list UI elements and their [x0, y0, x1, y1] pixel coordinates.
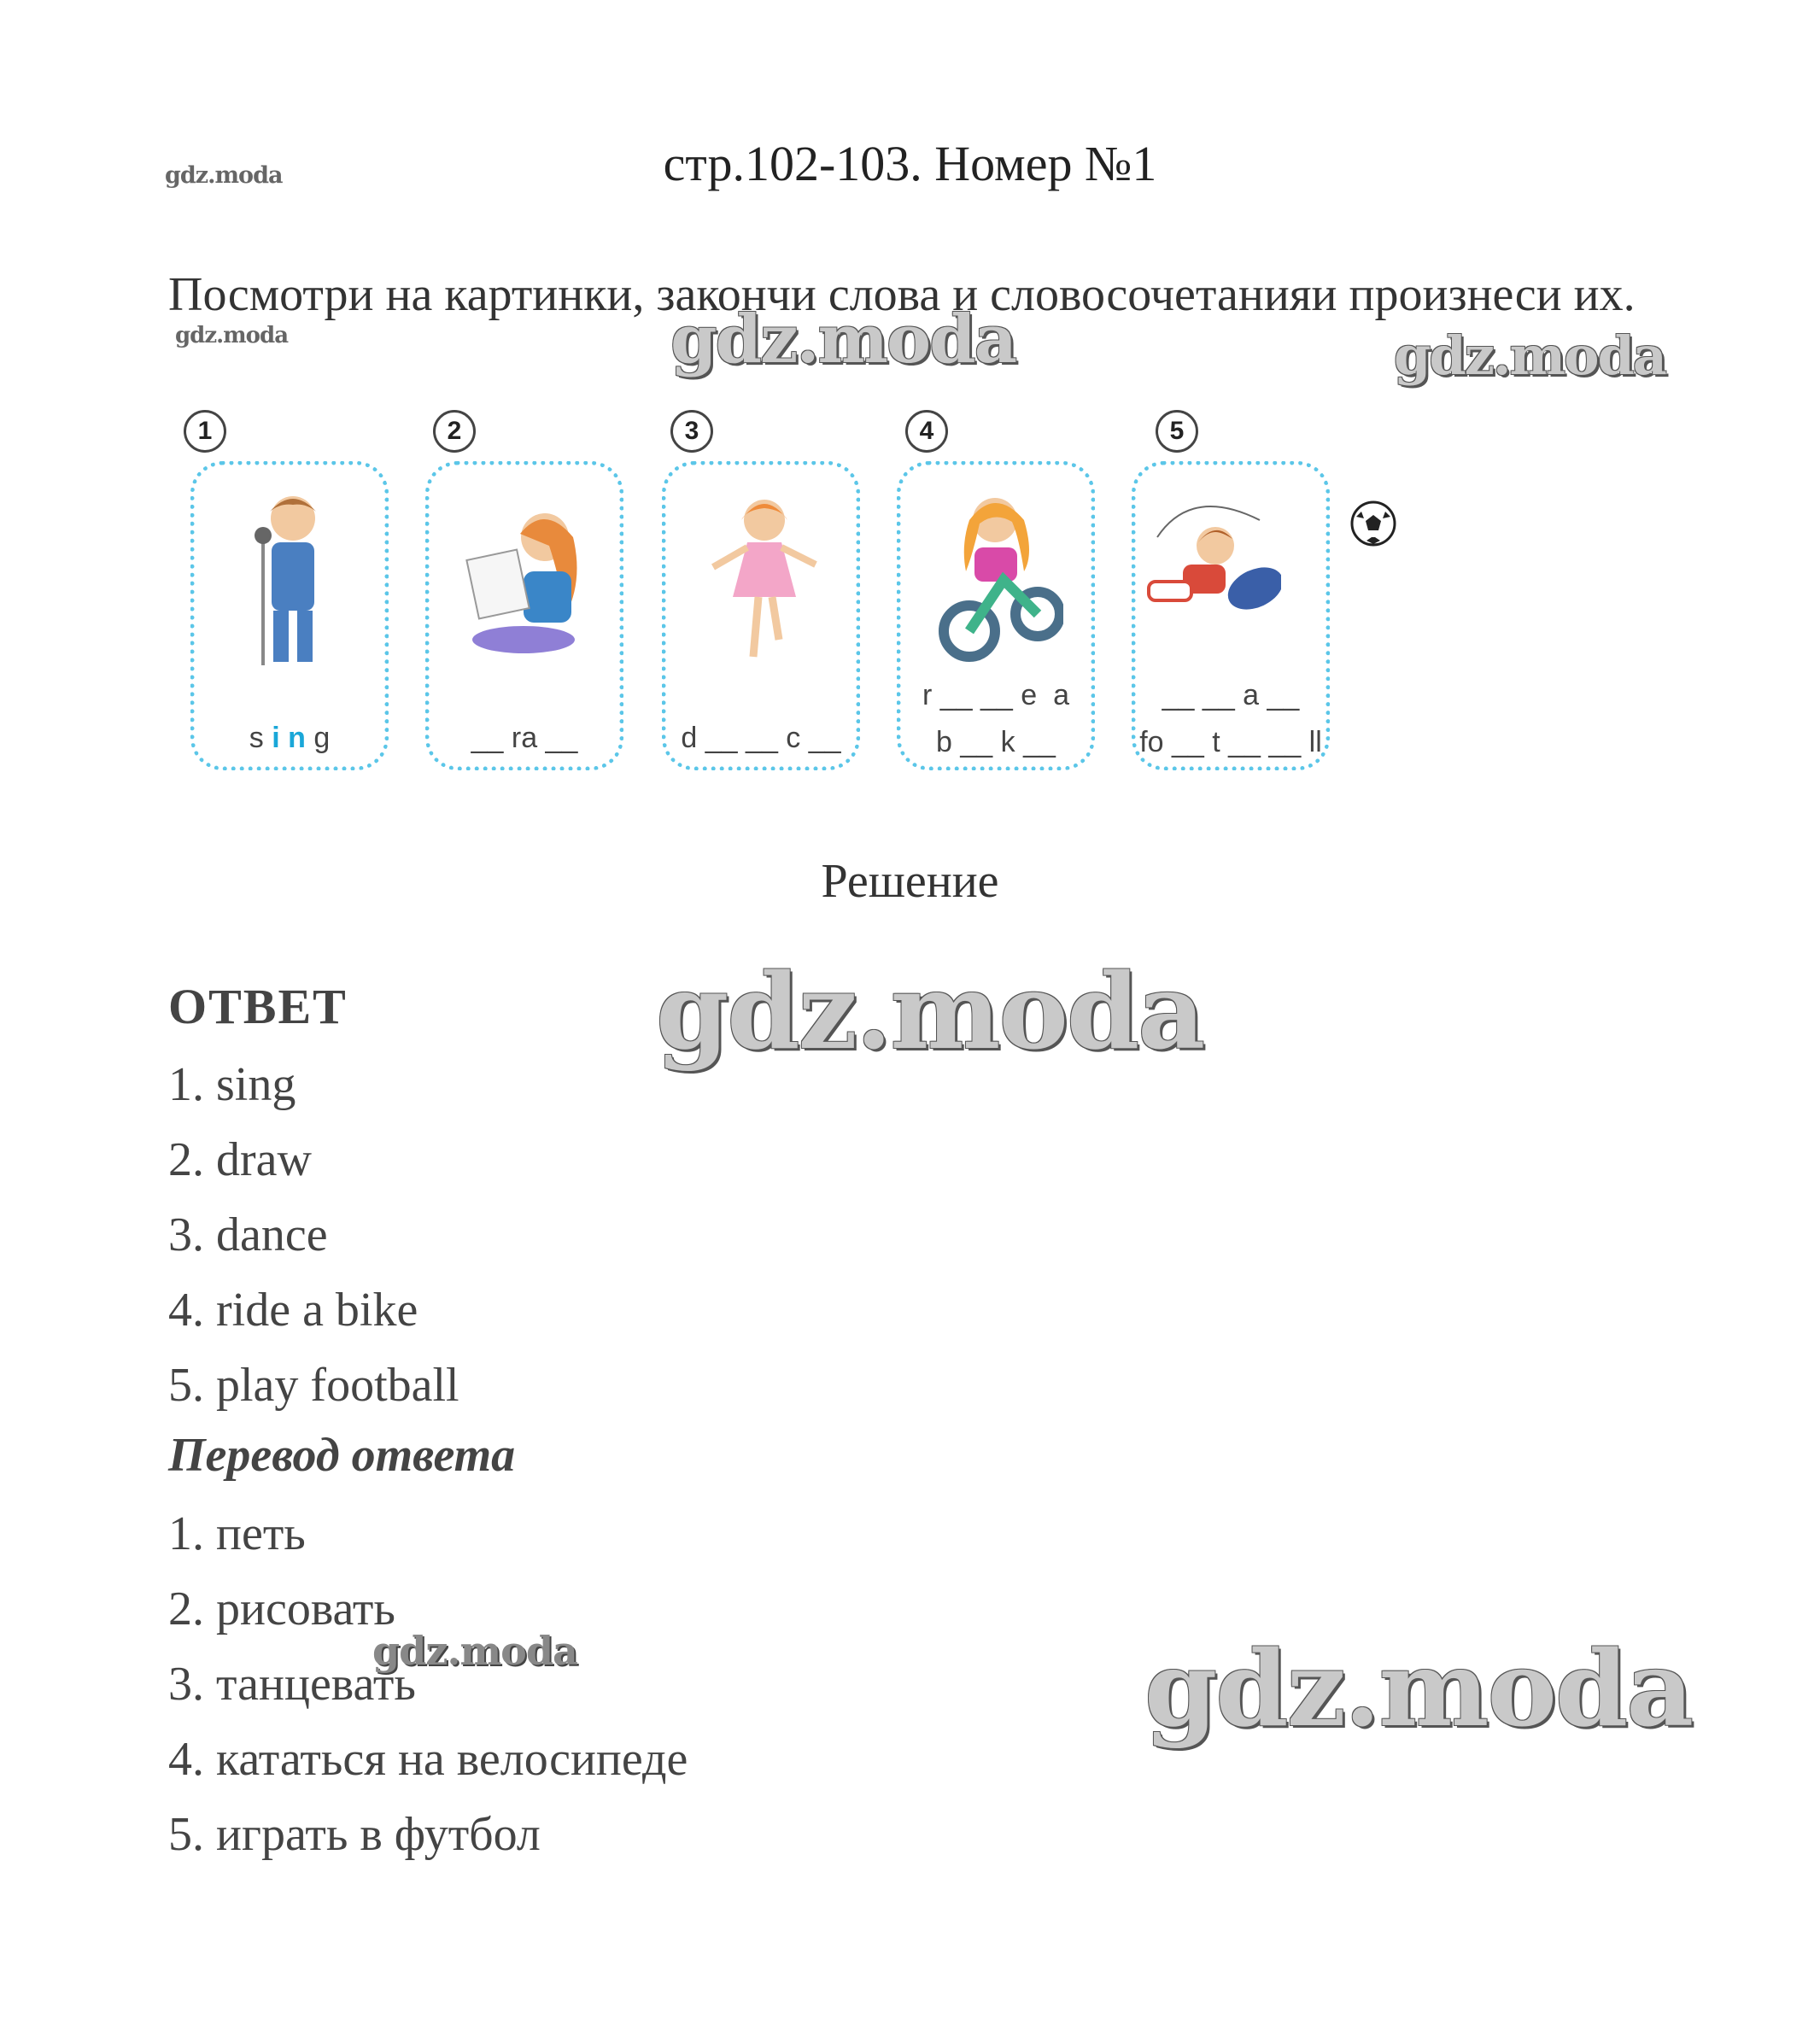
task-text: Посмотри на картинки, закончи слова и словосочетанияи произнеси их. — [168, 268, 1636, 321]
list-item: 1. sing — [168, 1058, 296, 1111]
card-ride-bike — [897, 461, 1095, 770]
card-line-football: fo __ t __ __ ll — [1139, 726, 1322, 758]
card-line-play: __ __ a __ — [1162, 679, 1300, 711]
list-item: 3. dance — [168, 1208, 328, 1261]
girl-riding-bike-picture — [935, 486, 1063, 674]
list-item: 5. играть в футбол — [168, 1808, 541, 1861]
answer-heading: ОТВЕТ — [168, 979, 348, 1034]
list-item: 4. кататься на велосипеде — [168, 1733, 688, 1786]
translation-list — [168, 1496, 688, 1872]
card-dance — [662, 461, 860, 770]
boy-playing-football-picture — [1127, 486, 1281, 674]
girl-drawing-picture — [464, 486, 592, 674]
exercise-cards — [184, 410, 1413, 786]
list-item: 4. ride a bike — [168, 1284, 418, 1337]
card-number-2: 2 — [433, 410, 476, 453]
solution-label: Решение — [821, 855, 999, 908]
boy-singing-picture — [229, 486, 357, 674]
watermark-mid-top: gdz.moda — [670, 301, 1016, 378]
watermark-small-top: gdz.moda — [165, 162, 283, 189]
page-title: стр.102-103. Номер №1 — [663, 136, 1157, 191]
watermark-center-large: gdz.moda — [656, 950, 1204, 1073]
card-number-3: 3 — [670, 410, 713, 453]
card-line-dance: d __ __ c __ — [681, 722, 841, 754]
watermark-small-list: gdz.moda — [372, 1628, 577, 1674]
card-line-sing: s i n g — [249, 722, 331, 754]
watermark-right-top: gdz.moda — [1394, 325, 1665, 387]
card-number-4: 4 — [905, 410, 948, 453]
watermark-bottom-right: gdz.moda — [1144, 1627, 1693, 1750]
translation-heading: Перевод ответа — [168, 1429, 516, 1482]
list-item: 1. петь — [168, 1507, 306, 1560]
list-item: 5. play football — [168, 1359, 459, 1412]
card-number-5: 5 — [1156, 410, 1198, 453]
list-item: 2. draw — [168, 1133, 312, 1186]
answer-list — [168, 1047, 459, 1423]
card-line-draw: __ ra __ — [471, 722, 578, 754]
card-draw — [425, 461, 623, 770]
card-play-football — [1132, 461, 1330, 770]
card-line-bike: b __ k __ — [936, 726, 1056, 758]
card-line-ride: r __ __ e a — [922, 679, 1069, 711]
girl-dancing-picture — [700, 486, 828, 674]
card-number-1: 1 — [184, 410, 226, 453]
soccer-ball-icon — [1349, 500, 1397, 547]
list-item: 3. танцевать — [168, 1658, 416, 1711]
watermark-small-task: gdz.moda — [175, 323, 289, 348]
card-sing — [190, 461, 389, 770]
list-item: 2. рисовать — [168, 1583, 395, 1635]
